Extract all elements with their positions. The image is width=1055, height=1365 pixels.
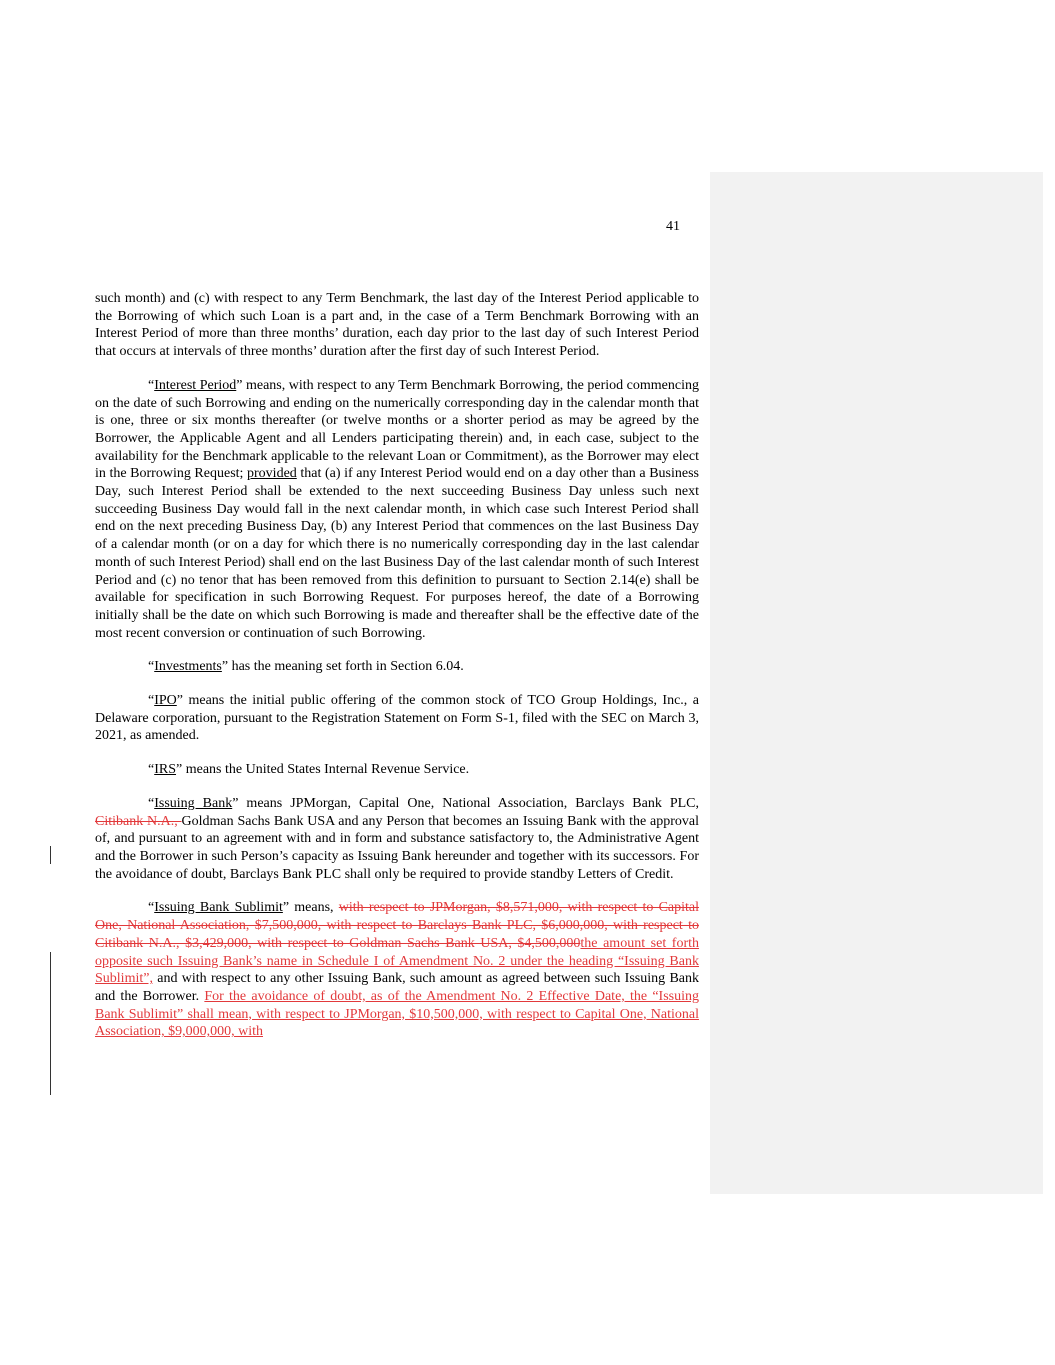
defined-term: Issuing Bank [154,795,233,811]
defined-term: Investments [154,659,222,675]
deleted-text: with respect to JPMorgan, $8,571,000, with respect to Capital One, National Association, $7,500,000, with respect to Barclays Bank PLC, $6,000,000, with respect to Citibank N.A., $3,429,000, with respect to Goldman Sachs Bank USA, $4,500,000 [95,900,700,951]
deleted-text: Citibank N.A., [95,813,182,829]
change-bar [50,846,51,864]
provided-term: provided [247,466,297,482]
defined-term: Interest Period [154,377,237,393]
paragraph-continuation: such month) and (c) with respect to any Term Benchmark, the last day of the Interest Period applicable to the Borrowing of which such Loan is a part and, in the case of a Term Benchmark Borrowing with an Interest Period of more than three months’ duration, each day prior to the last day of such Interest Period that occurs at intervals of three months’ duration after the first day of such Interest Period. [95,291,699,360]
page-number: 41 [666,219,680,234]
definition-investments: “Investments” has the meaning set forth in Section 6.04. [148,659,464,675]
definition-irs: “IRS” means the United States Internal Revenue Service. [148,762,470,778]
defined-term: IPO [154,693,177,709]
document-body [95,290,699,1041]
defined-term: IRS [154,762,177,778]
inserted-text: For the avoidance of doubt, as of the Amendment No. 2 Effective Date, the “Issuing Bank Sublimit” shall mean, with respect to JPMorgan, $10,500,000, with respect to Capital One, National Association, $9,000,000, with [95,988,699,1040]
change-bar [50,952,51,1095]
inserted-text: the amount set forth opposite such Issuing Bank’s name in Schedule I of Amendment No. 2 under the heading “Issuing Bank Sublimit”, [95,935,700,987]
comment-pane [710,172,1043,1194]
definition-issuing-bank: “Issuing Bank” means JPMorgan, Capital One, National Association, Barclays Bank PLC, Citibank N.A., Goldman Sachs Bank USA and any Person that becomes an Issuing Bank with the approval of, and pursuant to an agreement with and in form and substance satisfactory to, the Administrative Agent and the Borrower in such Person’s capacity as Issuing Bank hereunder and together with its successors. For the avoidance of doubt, Barclays Bank PLC shall only be required to provide standby Letters of Credit. [95,795,699,882]
defined-term: Issuing Bank Sublimit [154,900,283,916]
definition-ipo: “IPO” means the initial public offering of the common stock of TCO Group Holdings, Inc., a Delaware corporation, pursuant to the Registration Statement on Form S-1, filed with the SEC on March 3, 2021, as amended. [95,693,699,744]
definition-interest-period: “Interest Period” means, with respect to any Term Benchmark Borrowing, the period commencing on the date of such Borrowing and ending on the numerically corresponding day in the calendar month that is one, three or six months thereafter (or twelve months or a shorter period as may be agreed by the Borrower, the Applicable Agent and all Lenders participating therein) and, in each case, subject to the availability for the Benchmark applicable to the relevant Loan or Commitment), as the Borrower may elect in the Borrowing Request; provided that (a) if any Interest Period would end on a day other than a Business Day, such Interest Period shall be extended to the next succeeding Business Day unless such next succeeding Business Day would fall in the next calendar month, in which case such Interest Period shall end on the next preceding Business Day, (b) any Interest Period that commences on the last Business Day of a calendar month (or on a day for which there is no numerically corresponding day in the last calendar month of such Interest Period) shall end on the last Business Day of the last calendar month of such Interest Period and (c) no tenor that has been removed from this definition to pursuant to Section 2.14(e) shall be available for specification in such Borrowing Request. For purposes hereof, the date of a Borrowing initially shall be the date on which such Borrowing is made and thereafter shall be the effective date of the most recent conversion or continuation of such Borrowing. [95,377,699,641]
definition-issuing-bank-sublimit: “Issuing Bank Sublimit” means, with respect to JPMorgan, $8,571,000, with respect to Capital One, National Association, $7,500,000, with respect to Barclays Bank PLC, $6,000,000, with respect to Citibank N.A., $3,429,000, with respect to Goldman Sachs Bank USA, $4,500,000the amount set forth opposite such Issuing Bank’s name in Schedule I of Amendment No. 2 under the heading “Issuing Bank Sublimit”, and with respect to any other Issuing Bank, such amount as agreed between such Issuing Bank and the Borrower. For the avoidance of doubt, as of the Amendment No. 2 Effective Date, the “Issuing Bank Sublimit” shall mean, with respect to JPMorgan, $10,500,000, with respect to Capital One, National Association, $9,000,000, with [95,900,700,1040]
